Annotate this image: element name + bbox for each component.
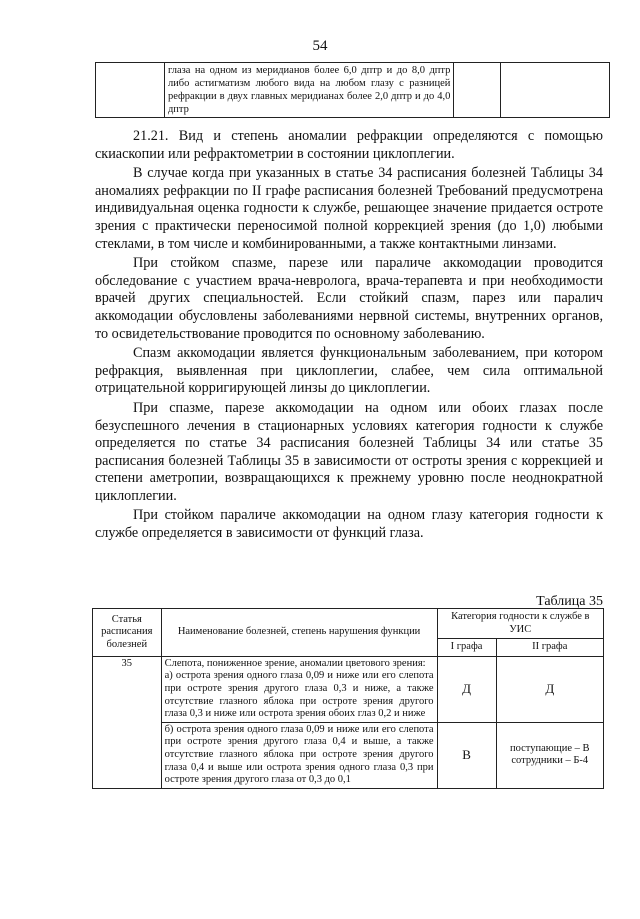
header-category: Категория годности к службе в УИС	[437, 609, 603, 639]
table-row	[93, 656, 604, 722]
paragraph: При спазме, парезе аккомодации на одном или обоих глазах после безуспешного лечения в стационарных условиях категория годности к службе определяется по статье 34 расписания болезней Таблицы 34 или статье 35 расписания болезней Таблицы 35 в зависимости от остроты зрения с коррекцией и степени аметропии, возвращающихся к прежнему уровню после неоднократной циклоплегии.	[95, 399, 603, 504]
continued-table	[95, 62, 610, 118]
page-number: 54	[312, 38, 328, 54]
header-column-1: I графа	[437, 639, 496, 657]
intro-text: Слепота, пониженное зрение, аномалии цветового зрения:	[164, 657, 426, 669]
row-text: а) острота зрения одного глаза 0,09 и ниже или его слепота при остроте зрения другого глаза 0,3 и ниже, а также отсутствие глазного яблока при остроте зрения другого глаза 0,3 и ниже или острота зрения обоих глаз 0,2 и ниже	[164, 670, 434, 720]
header-column-2: II графа	[496, 639, 604, 657]
table-row	[96, 63, 610, 118]
table-cell	[500, 63, 609, 118]
row-description: б) острота зрения одного глаза 0,09 и ниже или его слепота при остроте зрения другого глаза 0,4 и выше, а также отсутствие глазного яблока при остроте зрения другого глаза 0,4 и выше или острота зрения одного глаза 0,3 при остроте зрения другого глаза от 0,3 до 0,1	[161, 722, 437, 788]
body-text	[95, 128, 603, 545]
category-column-2: Д	[496, 656, 604, 722]
table-cell-text: глаза на одном из меридианов более 6,0 дптр и до 8,0 дптр либо астигматизм любого вида на любом глазу с разницей рефракции в двух главных меридианах более 2,0 дптр и до 4,0 дптр	[164, 63, 453, 118]
paragraph: При стойком параличе аккомодации на одном глазу категория годности к службе определяется в зависимости от функций глаза.	[95, 507, 603, 542]
paragraph: 21.21. Вид и степень аномалии рефракции определяются с помощью скиаскопии или рефрактометрии в состоянии циклоплегии.	[95, 128, 603, 162]
category-line: сотрудники – Б-4	[511, 755, 589, 767]
category-column-1: Д	[437, 656, 496, 722]
paragraph: Спазм аккомодации является функциональным заболеванием, при котором рефракция, выявленная при циклоплегии, слабее, чем сила оптимальной отрицательной корригирующей линзы до циклоплегии.	[95, 345, 603, 397]
article-number: 35	[93, 656, 162, 788]
table-cell	[96, 63, 165, 118]
row-description	[161, 656, 437, 722]
table-row	[93, 722, 604, 788]
header-disease: Наименование болезней, степень нарушения функции	[161, 609, 437, 657]
category-column-1: В	[437, 722, 496, 788]
category-line: поступающие – В	[510, 742, 590, 754]
header-article: Статья расписания болезней	[93, 609, 162, 657]
table-header-row	[93, 609, 604, 639]
category-column-2	[496, 722, 604, 788]
paragraph: В случае когда при указанных в статье 34 расписания болезней Таблицы 34 аномалиях рефракции по II графе расписания болезней Требований предусмотрена индивидуальная оценка годности к службе, решающее значение придается остроте зрения с практически переносимой полной коррекцией зрения (до 1,0) любыми стеклами, в том числе и комбинированными, а также контактными линзами.	[95, 165, 603, 252]
table-caption: Таблица 35	[536, 594, 603, 609]
table-cell	[454, 63, 500, 118]
table-35	[92, 608, 604, 789]
paragraph: При стойком спазме, парезе или параличе аккомодации проводится обследование с участием врача-невролога, врача-терапевта и при необходимости врачей других специальностей. Если стойкий спазм, парез или паралич аккомодации обусловлены заболеваниями нервной системы, внутренних органов, то освидетельствование проводится по основному заболеванию.	[95, 255, 603, 342]
